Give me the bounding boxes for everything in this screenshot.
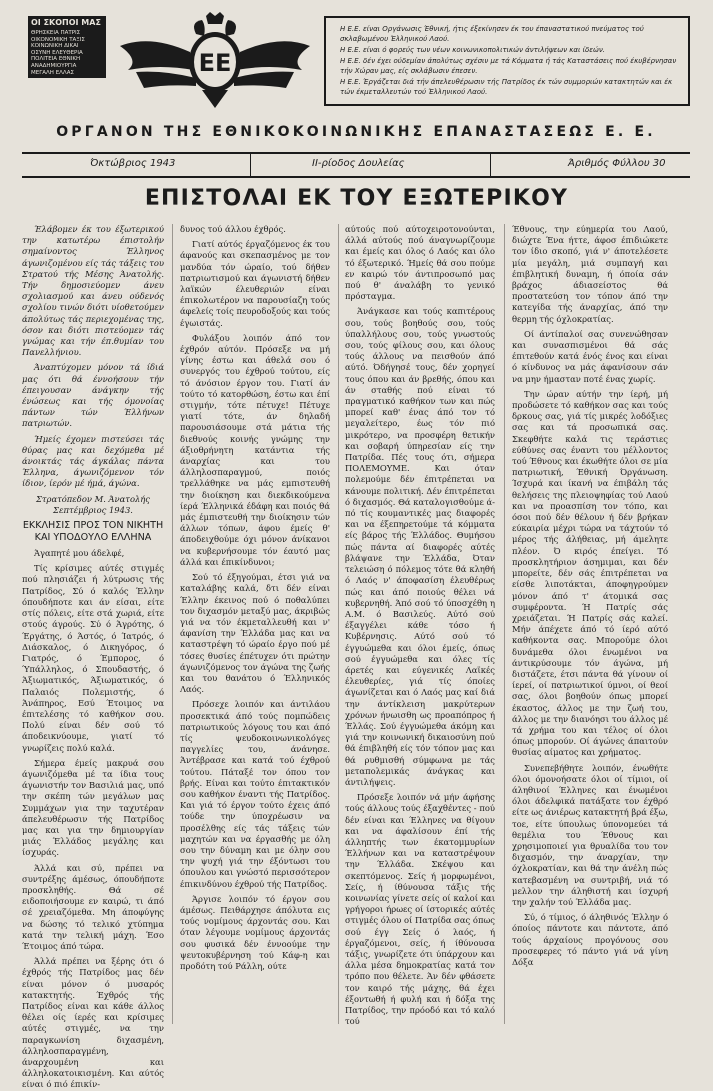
slogan: Η Ε.Ε. Έργάζεται διά τήν άπελευθέρωσιν τής Πατρίδος έκ τών συμμοριών κατακτητών και έκ τών έκμεταλλευτών τού Έλληνικού Λαού. <box>340 78 673 96</box>
slogan: Η Ε.Ε. είναι ό φορεύς των νέων κοινωνικοπολιτικών άντιλήψεων και ίδεών. <box>340 46 606 54</box>
mottoes-title: ΟΙ ΣΚΟΠΟΙ ΜΑΣ <box>31 18 101 27</box>
paragraph: Πρόσεχε λοιπόν και άντιλάου προσεκτικά άπό τούς πομπώδεις πατριωτικούς λόγους του και άπό τίς ψευδοκοινωνικολόγες παγγελίες του, άνάνησε. Άντέβρασε και κατά τού έχθρού τούτου. Πάταξέ τον όπου τον βρής. Είναι και τούτο έπιτακτικόν σου καθήκον έναντι τής Πατρίδος. Και γιά τό έργον τούτο έχεις άπό τούδε την ύποχρέωσιν να προσέλθης είς τάς τάξεις τών μαχητών και να έργασθής με όλη σου την δύναμη και με όλην σου την ψυχή γιά την έξόντωσι του όπουλου και γνώστό περισσότερον έπικινδύνου έχθρού τής Πατρίδος. <box>180 699 330 889</box>
paragraph: Πρόσεξε λοιπόν νά μήν άφήσης τούς άλλους τούς έξαχθέντες - πού δέν είναι και Έλληνες να θίγουν και να άφαλίσουν έπί τής άλληπτής των έκατομμυρίων Έλλήνων και να καταστρέψουν την Έλλάδα. Σκέψου και σκεπτόμενος. Σείς ή μορφωμένοι, Σείς, ή ίθύνουσα τάξις τής κοινωνίας γίνετε σείς οί καλοί και γρήγοροι ήρωες οί ίστορικές αύτές στιγμές όλου οί Πατρίδα σας όπως σού έγγ Σείς ό λαός, ή έργαζόμενοι, σείς, ή ίθύνουσα τάξις, γνωρίζετε ότι ύπάρχουν και άλλα μέσα δημοκρατίας κατά τον τρόπο που θέλετε. Άν δέν φθάσετε τον καιρό τής μάχης, θά έχει έξοντωθή ή φυλή και ή δόξα της Πατρίδος, την πρόοδό και τό καλό τού <box>345 792 495 1027</box>
paragraph: Άλλά πρέπει να ξέρης ότι ό έχθρός τής Πατρίδος μας δέν είναι μόνον ό μυσαρός κατακτητής. Έχθρός τής Πατρίδος είναι και κάθε άλλος θέλει οίς ίερές και κρίσιμες αύτές στιγμές, να την παραγκωνίση διχασμένη, άλληλοσπαραγμένη, άναρχουμένη και άλληλοκατοικισμένη. Και αύτός είναι ό πιό έπικίν- <box>22 956 164 1090</box>
letter-origin: Στρατόπεδον Μ. Άνατολής Σεπτέμβριος 1943. <box>35 493 151 515</box>
article-headline: ΕΠΙΣΤΟΛΑΙ ΕΚ ΤΟΥ ΕΞΩΤΕΡΙΚΟΥ <box>144 186 569 211</box>
motto-line: ΟΣΥΝΗ ΕΛΕΥΘΕΡΙΑ <box>31 49 83 56</box>
column-divider <box>504 224 505 1024</box>
slogan: Η Ε.Ε. είναι Οργάνωσις Έθνική, ήτις έξεκίνησεν έκ του έπαναστατικού πνεύματος τού σκλαβωμένου Έλληνικού Λαού. <box>340 25 644 43</box>
column-4 <box>512 224 668 1024</box>
paragraph: Ήμείς έχομεν πιστεύσει τάς θύρας μας και δεχόμεθα μέ άνοικτάς τάς άγκάλας πάντα Έλληνα, άγωνιζόμενον τόν ίδιον, ίερόν μέ ήμά, άγώνα. <box>22 433 164 489</box>
section-subheading: ΕΚΚΛΗΣΙΣ ΠΡΟΣ ΤΟΝ ΝΙΚΗΤΗ ΚΑΙ ΥΠΟΔΟΥΛΟ ΕΛΛΗΝΑ <box>22 520 164 544</box>
motto-line: ΘΡΗΣΚΕΙΑ ΠΑΤΡΙΣ <box>31 30 81 36</box>
publication-subtitle: ΟΡΓΑΝΟΝ ΤΗΣ ΕΘΝΙΚΟΚΟΙΝΩΝΙΚΗΣ ΕΠΑΝΑΣΤΑΣΕΩΣ Ε. Ε. <box>56 124 656 140</box>
salutation: Άγαπητέ μου άδελφέ, <box>34 548 125 559</box>
column-1 <box>22 224 164 1090</box>
paragraph: Έθνους, την εύημερία του Λαού, διώχτε Ένα ήττε, άφοσ έπιδιώκετε τον ίδιο σκοπό, γιά ν' άποτελέσετε μία μεγάλη, μιά συμπαγή και έπιβλητική δυναμη, ή όποία σάν βράχος άδιασείστος θά προστατεύση τον τόπον άπό την κατεγίδα τής άναρχίας, άπό την θερμη τής όχλοκρατίας. <box>512 224 668 324</box>
column-3 <box>345 224 495 1027</box>
mottoes-box <box>28 16 106 78</box>
divider <box>250 154 251 176</box>
issue-info-bar <box>22 152 690 178</box>
column-divider <box>172 224 173 1024</box>
paragraph: Σού τό έξηγούμαι, έτσι γιά να καταλάβης καλά, δτι δέν είναι Έλλην έκεινος πού ό ποθαλύπει τον διχασμόν μεταξύ μας, άκριβώς γιά να τόν έκμεταλλευθή και ν' άφανίση την Έλλάδα μας και να καταστρέψη τό ώραίο έργο πού μέ τόσες θυσίες έπέτυχεν ότι πρώτην άγωνιζόμενος τον άγώνα της ζωής και του θανάτου ό Έλληνικός Λαός. <box>180 572 330 695</box>
paragraph: Οί άντίπαλοί σας συνενώθησαν και συνασπισμένοι θά σάς έπιτεθούν κατά ένός ένος και είναι ό κίνδυνος να μάς άφανίσουν σάν να μην ήμασταν ποτέ ένας χωρίς. <box>512 328 668 384</box>
intro-paragraph: Έλάβομεν έκ του έξωτερικού την κατωτέρω έπιστολήν σημαίνοντος Έλληνος άγωνιζομένου είς τάς τάξεις του Στρατού τής Μέσης Άνατολής. Τήν δημοσιεύομεν άνευ σχολιασμού και άνευ ούδενός σχολίου τινών διότι υίοθετούμεν άπολύτως τάς περιεχομένας της, όσον και διότι πιστεύομεν τάς γνώμας και τήν έπ.θυμίαν του Πανελλήνιου. <box>22 224 164 358</box>
paragraph: Συνεπεβήθητε λοιπόν, ένωθήτε όλοι όμονοήσατε όλοι οί τίμιοι, οί άληθινοί Έλληνες και ένωμένοι όλοι άδελφικά πατάξατε τον έχθρό είτε ως άνιέρως κατακτητή βρά έξω, τοε, είτε ύπουλως ύπονομεύει τά θεμέλια του Έθνους και χρησιμοποιεί για θρυαλίδα του τον διχασμόν, την άναρχίαν, την όχλοκρατίαν, και θά την άνέλη πώς κατεβασμένη να συντριβή, νιά τό μελλον την άληθιστή και ίσχυρή την χαλήν τού Έλλάδα μας. <box>512 762 668 907</box>
slogans-box <box>324 16 690 106</box>
column-2 <box>180 224 330 1024</box>
paragraph: Άλλά και σύ, πρέπει να συντρέξης άμέσως, όπουδήποτε προσκληθής. Θά σέ ειδοποιήσουμε εν καιρώ, τι άπό σέ χρειαζόμεθα. Μη άποφύγης να δώσης τό τελικό χτύπημα κατά την τελική μάχη. Έσο Έτοιμος άπό τώρα. <box>22 862 164 951</box>
paragraph: αύτούς πού αύτοχειροτονούνται, άλλά αύτούς πού άναγνωρίζουμε και έμείς και όλος ό Λαός και όλο τό έξωτερικό. Ήμείς θά σου πούμε εν καιρώ τόν άντιπροσωπό μας πού θ' άναλάβη το γενικό πρόσταγμα. <box>345 224 495 302</box>
motto-line: ΟΙΚΟΝΟΜΙΚΗ ΤΑΞΙΣ <box>31 36 85 43</box>
slogan: Η Ε.Ε. δέν έχει ούδεμίαν άπολύτως σχέσιν με τά Κόμματα ή τάς Καταστάσεις πού έκυβέρνησαν τήν Χώραν μας, είς σκλάβωσιν έπεσεν. <box>340 57 677 75</box>
motto-line: ΚΟΙΝΩΝΙΚΗ ΔΙΚΑΙ <box>31 43 79 50</box>
paragraph: Φυλάξου λοιπόν άπό τον έχθρόν αύτόν. Πρόσεξε να μή γίνης έστω και άθελά σου ό συνεργός του έχθρού τούτου, είς τό άνόσιον έργον του. Γιατί άν τούτο τό κατορθώση, έστω και έπί στιγμήν, τότε πέτυχε! Πέτυχε γιατί τότε, άν δηλαδή παρουσιάσουμε στά μάτια τής διεθνούς κοινής γνώμης την άξιοθρήνητη κατάντια τής άναρχίας και του άλληλοσπαραγμού, ποιός τρελλάθηκε να μάς εμπιστευθή την διοίκηση και διεκδικούμενα ίερά Έλληνικά έδάφη και ποιός θά μάς έμπιστευθή την διοίκησιν τών άλλων τόπων, άφου έμείς θ' άποδειχθούμε όχι μόνον άνίκανοι να κυβερνήσουμε τόν έαυτό μας άλλά και έπικίνδυνοι; <box>180 332 330 567</box>
double-headed-eagle-emblem <box>110 12 320 110</box>
paragraph: Άνάγκασε και τούς καπιτέρους σου, τούς βοηθούς σου, τούς ύπαλλήλους σου, τούς γνωστούς σου, τούς φίλους σου, και όλους τούς άλλους να πεισθούν άπό αύτό. Όδήγησέ τους, δέν χορηγεί τους όπου και άν βρεθής, όπου και άν σταθής πού είναι τό πραγματικό καθήκον των και πώς μπορεί καθ' ένας άπό τον τό μεγαλείτερο, έως τόν πιό μικρότερο, να προσφέρη θετικήν και σοβαρή ύπηρεσίαν είς την Πατρίδα. Πές τους ότι, σήμερα ΠΟΛΕΜΟΥΜΕ. Και όταν πολεμούμε δέν έπιτρέπεται να κάνουμε πολιτική. Δέν έπιτρέπεται ό διχασμός. Θά καταλογισθούμε ά- πό τίς κουμαντικές μας διαφορές και να έξεπηρετούμε τά κόμματα είς βάρος τής Έλλάδος. Θυμήσου πώς πάντα αί διαφορές αύτές βλάψανε την Έλλάδα, Όταν τελειώση ό πόλεμος τότε θά κληθή ό Λαός ν' άποφασίση έλευθέρως πώς και άπό ποιούς θέλει νά κυβερνηθή. Άπό σού τό ύποσχέθη η Α.Μ. ό Βασιλεύς. Αύτό σού έξαγγέλει κάθε τόσο ή Κυβέρνησις. Αύτό σού τό έγγυώμεθα και όλοι έμείς, όπως σού έγγυώμεθα και όλες τίς άρετές και εύγενικές Λαϊκές έλευθερίες, γιά τίς όποίες άγωνίζεται και ό Λαός μας καί διά την άντίκλειση μακρύτερων χρόνων ήνωισθη ως προαπόπρος ή Έλλάς. Σού έγγυώμεθα άκόμη και γιά την κοινωνική δικαιοσύνη πού θά έπιβληθή είς τόν τόπον μας και θά ρυθμισθή σύμφωνα με τάς μεταπολεμικάς άνάγκας και άντιλήψεις. <box>345 306 495 787</box>
masthead <box>22 12 690 110</box>
motto-line: ΠΟΛΙΤΕΙΑ ΕΘΝΙΚΗ <box>31 56 81 63</box>
motto-line: ΑΝΑΔΗΜΙΟΥΡΓΙΑ <box>31 62 77 69</box>
issue-number: Άριθμός Φύλλου 30 <box>568 158 666 169</box>
paragraph: δυνος τού άλλου έχθρός. <box>180 224 286 234</box>
paragraph: Γιατί αύτός έργαζόμενος έκ του άφανούς και σκεπασμένος με τον μανδύα τόν ώραίο, τού δήθεν πατριωτισμού και άγωνιστή δήθεν λαϊκών έλευθεριών είναι έπικολωτέρον να παρουσίαζη τούς άφελείς τοίς πευροδοξούς και τούς έγωιστάς. <box>180 239 330 328</box>
paragraph: Τίς κρίσιμες αύτές στιγμές πού πλησιάζει ή λύτρωσις τής Πατρίδος, Σύ ό καλός Έλλην όπουδήποτε και άν είσαι, είτε στίς πόλεις, είτε στά χωριά, είτε στούς άγρούς. Σύ ό Άγρότης, ό Έργάτης, ό Άστός, ό Ίατρός, ό Διάσκαλος, ό Δικηγόρος, ό Γιατρός, ό Έμπορος, ό Ύπάλληλος, ό Σπουδαστής, ό Άξιωματικός, Άξιωματικός, ό Παλαιός Πολεμιστής, ό Άνάπηρος, Εσύ Έτοιμος να έπιτελέσης τό καθήκον σου. Πολύ είναι δέν σού τό άποδεικνύουμε, γιατί τό γνωρίζεις πολύ καλά. <box>22 563 164 753</box>
paragraph: Σύ, ό τίμιος, ό άληθινός Έλλην ό όποίος πάντοτε και πάντοτε, άπό τούς άρχαίους προγόνους σου προσεφερες τό πάντο γιά νά γίνη Δόξα <box>512 912 668 967</box>
motto-line: ΜΕΓΑΛΗ ΕΛΛΑΣ <box>31 69 74 76</box>
column-divider <box>338 224 339 1024</box>
paragraph: Άργισε λοιπόν τό έργον σου άμέσως. Πειθάρχησε άπόλυτα εις τούς νομίμους άρχοντάς σου. Και όταν λέγουμε νομίμους άρχοντάς σου φυσικά δέν έννοούμε την ψευτοκυβέρνηση τού Κάφ-η και προδότη τού Ράλλη, ούτε <box>180 893 330 971</box>
paragraph: Σήμερα έμείς μακρυά σου άγωνιζόμεθα μέ τα ίδια τους άγωνιστήν τον Βασιλιά μας, υπό την σκέπη τών μεγάλων μας Συμμάχων για την ταχυτέραν άπελευθέρωσιν τής Πατρίδος μας και για την δημιουργίαν μιάς Έλλάδος μεγάλης και ίσχυράς. <box>22 757 164 858</box>
paragraph: Την ώραν αύτήν την ίερή, μή προδώσετε τό καθήκον σας και τούς δρκους σας, γιά τίς μικρές λοδόξιες σας και τά προσωπικά σας. Σκεφθήτε καλά τις τεράστιες εύθύνες σας έναντι του μέλλοντος τού Έθνους και έκωθήτε όλοι σε μία πατριωτική, Έθνική Όργάνωση. Ίσχυρά και ίκανή να έπιβάλη τάς θελήσεις της πλειοψηφίας τού Λαού και να προασπίση τον τόπο, και όσοι πού δέν θέλουν ή δέν βρήκαν εύκαιρία μέχρι τώρα να τάχτούν τό μέρος τής άλήθειας, μή άμελητε πλέον. Ό κιρός έπείγει. Τό προσκλητήριον άσημιμαι, και δέν μπορείτε, δέν σάς έπιτρέπεται να είσθε λιποτάκται, άποφηγρούμεν μόνον άπό τ' άτομικά σας συμφέροντα. Ή Πατρίς σάς χρειάζεται. Ή Πατρίς σάς καλεί. Μήν άπέχετε άπό τό ίερό αύτό καθήκοντα σας. Μπορούμε όλοι δυνάμεθα όλοι ένωμένοι να άντικρύσουμε τόν άγώνα, μή διστάζετε, έτσι πάντα θά γίνουν οί ίερεί, οί πατριωτικοί ύμνοι, οί θεοί σας, όλοι βοηθούν όπως μπορεί έκαστος, άλλος με την ζωή του, άλλος με την διανόησι του άλλος μέ τά χρήμα του και τέλος οί όλοι όπως μπορούν. Οί άγώνες άπαιτούν θυσίας αίματος και χρήματος. <box>512 388 668 758</box>
paragraph: Άναπτύχομεν μόνον τά ίδιά μας ότι θά έννοήσουν τήν έπειγουσαν άνάγκην τής ένώσεως και τής όμονοίας πάντων τών Έλλήνων πατριωτών. <box>22 362 164 429</box>
divider <box>490 154 491 176</box>
issue-date: Όκτώβριος 1943 <box>90 158 176 169</box>
emblem-letters: ΕΕ <box>198 49 232 77</box>
issue-period: ΙΙ-ρίοδος Δουλείας <box>312 158 405 169</box>
